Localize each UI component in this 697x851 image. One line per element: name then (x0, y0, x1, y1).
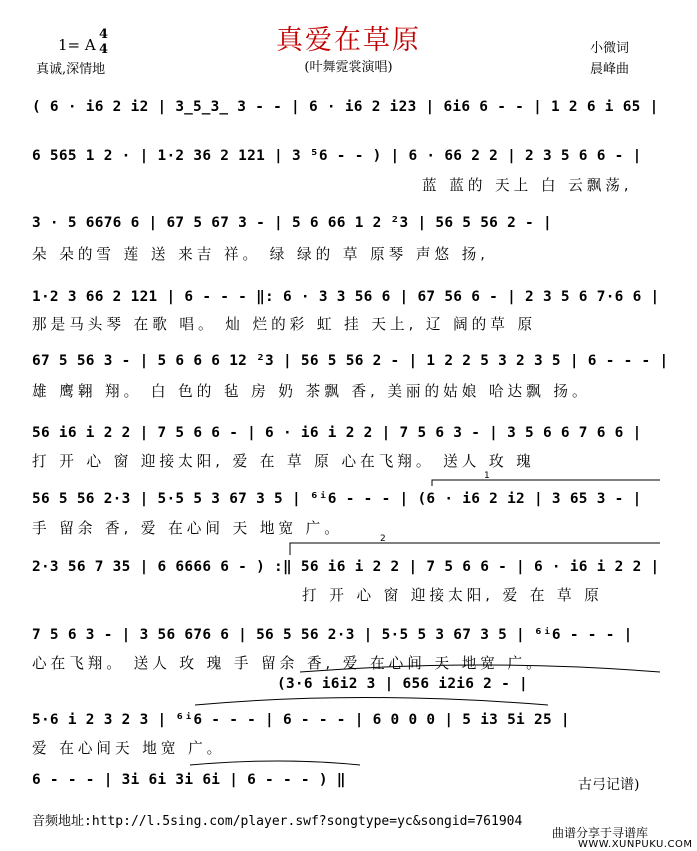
score-line-9-notes: 7 5 6 3 - | 3 56 676 6 | 56 5 56 2·3 | 5·5 5 3 67 3 5 | ⁶ⁱ6 - - - | (32, 627, 633, 643)
singer-line: (叶舞霓裳演唱) (304, 60, 393, 75)
score-line-4-notes: 1·2 3 66 2 121 | 6 - - - ‖: 6 · 3 3 56 6 | 67 56 6 - | 2 3 5 6 7·6 6 | (32, 289, 660, 305)
expression-mark: 真诚,深情地 (36, 62, 106, 77)
score-line-6-lyrics: 打 开 心 窗 迎接太阳, 爱 在 草 原 心在飞翔。 送人 玫 瑰 (32, 453, 535, 470)
composer: 晨峰曲 (590, 62, 630, 77)
score-line-7-notes: 56 5 56 2·3 | 5·5 5 3 67 3 5 | ⁶ⁱ6 - - - | (6 · i6 2 i2 | 3 65 3 - | (32, 491, 642, 507)
time-signature-top: 4 (99, 27, 109, 42)
volta-number-1: 1 (484, 471, 490, 481)
key-signature: 1= A (58, 36, 96, 54)
score-line-3-notes: 3 · 5 6676 6 | 67 5 67 3 - | 5 6 66 1 2 ²3 | 56 5 56 2 - | (32, 215, 552, 231)
score-line-8-lyrics: 打 开 心 窗 迎接太阳, 爱 在 草 原 (302, 587, 603, 604)
tie-long-2 (195, 698, 548, 706)
lyricist: 小微词 (590, 41, 630, 56)
score-line-1-notes: ( 6 · i6 2 i2 | 3̲5̲3̲ 3 - - | 6 · i6 2 i23 | 6i6 6 - - | 1 2 6 i 65 | (32, 99, 659, 115)
score-line-3-lyrics: 朵 朵的雪 莲 送 来吉 祥。 绿 绿的 草 原琴 声悠 扬, (32, 246, 489, 263)
score-line-5-notes: 67 5 56 3 - | 5 6 6 6 12 ²3 | 56 5 56 2 - | 1 2 2 5 3 2 3 5 | 6 - - - | (32, 353, 669, 369)
score-line-2-notes: 6 565 1 2 · | 1·2 36 2 121 | 3 ⁵6 - - ) | 6 · 66 2 2 | 2 3 5 6 6 - | (32, 148, 642, 164)
transcriber-credit: 古弓记谱) (578, 777, 640, 793)
volta-bracket-2 (290, 543, 660, 555)
time-signature-bottom: 4 (99, 42, 109, 57)
score-line-5-lyrics: 雄 鹰翱 翔。 白 色的 毡 房 奶 茶飘 香, 美丽的姑娘 哈达飘 扬。 (32, 383, 591, 400)
song-title: 真爱在草原 (276, 25, 421, 56)
score-line-8-notes: 2·3 56 7 35 | 6 6666 6 - ) :‖ 56 i6 i 2 2 | 7 5 6 6 - | 6 · i6 i 2 2 | (32, 559, 660, 575)
score-line-12-notes: 6 - - - | 3i 6i 3i 6i | 6 - - - ) ‖ (32, 772, 346, 788)
score-line-6-notes: 56 i6 i 2 2 | 7 5 6 6 - | 6 · i6 i 2 2 | 7 5 6 3 - | 3 5 6 6 7 6 6 | (32, 425, 642, 441)
audio-url: 音频地址:http://l.5sing.com/player.swf?songtype=yc&songid=761904 (32, 814, 523, 829)
score-line-11-notes: 5·6 i 2 3 2 3 | ⁶ⁱ6 - - - | 6 - - - | 6 0 0 0 | 5 i3 5i 25 | (32, 712, 570, 728)
volta-number-2: 2 (380, 534, 386, 544)
score-line-10-notes: (3·6 i6i2 3 | 656 i2i6 2 - | (277, 676, 528, 692)
watermark-url: WWW.XUNPUKU.COM (578, 839, 693, 850)
score-line-7-lyrics: 手 留余 香, 爱 在心间 天 地宽 广。 (32, 520, 343, 537)
tie-final (190, 761, 360, 765)
score-line-4-lyrics: 那是马头琴 在歌 唱。 灿 烂的彩 虹 挂 天上, 辽 阔的草 原 (32, 316, 537, 333)
score-line-11-lyrics: 爱 在心间天 地宽 广。 (32, 740, 226, 757)
score-line-2-lyrics: 蓝 蓝的 天上 白 云飘荡, (422, 177, 633, 194)
volta-bracket-1 (432, 480, 660, 486)
watermark-text: 曲谱分享于寻谱库 (552, 826, 649, 840)
tie-long-1 (300, 665, 660, 672)
score-line-9-lyrics: 心在飞翔。 送人 玫 瑰 手 留余 香, 爱 在心间 天 地宽 广。 (32, 655, 545, 672)
